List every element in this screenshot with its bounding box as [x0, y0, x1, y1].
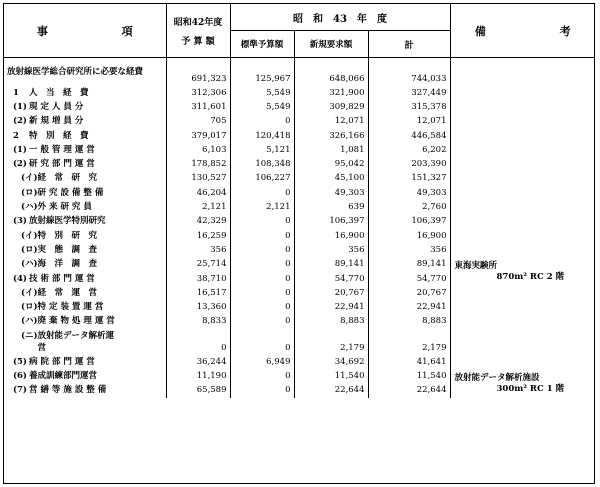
row-item — [4, 129, 166, 143]
cell-standard: 0 — [230, 243, 294, 257]
cell-standard: 5,121 — [230, 143, 294, 157]
row-label: 営 繕 等 施 設 整 備 — [29, 385, 107, 396]
row-number: (ハ) — [21, 202, 38, 213]
row-label: 廃 棄 物 処 理 運 営 — [37, 316, 115, 327]
row-item — [4, 58, 166, 87]
cell-new: 95,042 — [294, 157, 368, 171]
cell-new: 45,100 — [294, 172, 368, 186]
cell-new: 16,900 — [294, 229, 368, 243]
row-item — [4, 229, 166, 243]
row-number: (ニ) — [21, 331, 38, 342]
row-number: (7) — [13, 385, 27, 396]
cell-new: 49,303 — [294, 186, 368, 200]
row-number: (ロ) — [21, 302, 38, 313]
row-item — [4, 243, 166, 257]
cell-fy42: 130,527 — [166, 172, 230, 186]
row-label: 経 常 運 営 — [37, 287, 98, 298]
row-number: (ロ) — [21, 187, 38, 198]
cell-fy42: 311,601 — [166, 100, 230, 114]
table-row — [4, 369, 595, 383]
cell-total: 54,770 — [368, 272, 450, 286]
row-number: (ハ) — [21, 259, 38, 270]
cell-fy42: 46,204 — [166, 186, 230, 200]
cell-remark — [450, 369, 595, 383]
cell-fy42: 8,833 — [166, 315, 230, 329]
row-number: (4) — [13, 273, 27, 284]
cell-remark — [450, 355, 595, 369]
table-row — [4, 100, 595, 114]
cell-remark — [450, 157, 595, 171]
cell-total: 49,303 — [368, 186, 450, 200]
cell-new: 22,941 — [294, 300, 368, 314]
cell-total: 744,033 — [368, 58, 450, 87]
cell-fy42: 36,244 — [166, 355, 230, 369]
header-remarks — [450, 4, 595, 58]
table-row — [4, 215, 595, 229]
cell-standard: 0 — [230, 384, 294, 398]
row-item — [4, 272, 166, 286]
cell-new: 1,081 — [294, 143, 368, 157]
cell-standard: 0 — [230, 329, 294, 355]
row-label: 現 定 人 員 分 — [29, 101, 84, 112]
row-number: (6) — [13, 370, 27, 381]
cell-remark — [450, 115, 595, 129]
cell-new: 326,166 — [294, 129, 368, 143]
table-row — [4, 355, 595, 369]
cell-remark — [450, 258, 595, 272]
cell-remark — [450, 384, 595, 398]
row-item — [4, 258, 166, 272]
cell-new: 11,540 — [294, 369, 368, 383]
cell-remark — [450, 200, 595, 214]
cell-fy42: 178,852 — [166, 157, 230, 171]
row-number: (5) — [13, 356, 27, 367]
cell-remark — [450, 100, 595, 114]
cell-total: 11,540 — [368, 369, 450, 383]
cell-fy42: 16,517 — [166, 286, 230, 300]
row-item — [4, 115, 166, 129]
header-new: 新規要求額 — [294, 31, 368, 58]
cell-fy42: 38,710 — [166, 272, 230, 286]
cell-fy42: 379,017 — [166, 129, 230, 143]
row-number: (ハ) — [21, 316, 38, 327]
row-label: 放射能データ解析運営 — [37, 331, 115, 354]
row-number: (イ) — [21, 287, 38, 298]
cell-new: 106,397 — [294, 215, 368, 229]
cell-total: 16,900 — [368, 229, 450, 243]
row-number: 1 — [13, 87, 19, 98]
table-row — [4, 243, 595, 257]
cell-total: 151,327 — [368, 172, 450, 186]
cell-new: 20,767 — [294, 286, 368, 300]
row-item — [4, 286, 166, 300]
cell-standard: 0 — [230, 115, 294, 129]
cell-total: 89,141 — [368, 258, 450, 272]
cell-remark — [450, 143, 595, 157]
header-item-a: 事 — [36, 24, 48, 38]
cell-total: 203,390 — [368, 157, 450, 171]
cell-new: 356 — [294, 243, 368, 257]
table-row — [4, 315, 595, 329]
cell-remark — [450, 286, 595, 300]
cell-total: 20,767 — [368, 286, 450, 300]
remark-analysis-detail: 300m² RC 1 階 — [496, 383, 565, 394]
cell-new: 8,883 — [294, 315, 368, 329]
cell-total: 327,449 — [368, 86, 450, 100]
row-label: 経 常 研 究 — [37, 173, 98, 184]
row-label: 外 来 研 究 員 — [37, 202, 92, 213]
table-row — [4, 115, 595, 129]
cell-new: 321,900 — [294, 86, 368, 100]
row-item — [4, 143, 166, 157]
cell-standard: 0 — [230, 258, 294, 272]
row-label: 実 態 調 査 — [37, 244, 98, 255]
table-row — [4, 58, 595, 87]
table-row — [4, 200, 595, 214]
row-label: 特 別 経 費 — [29, 130, 89, 141]
cell-standard: 0 — [230, 300, 294, 314]
row-label: 養成訓練部門運営 — [29, 370, 98, 381]
cell-standard: 106,227 — [230, 172, 294, 186]
header-fy43: 昭 和 43 年 度 — [230, 4, 450, 31]
row-item — [4, 157, 166, 171]
header-item — [4, 4, 166, 58]
row-item — [4, 300, 166, 314]
row-item — [4, 215, 166, 229]
row-label: 特 定 装 置 運 営 — [37, 302, 104, 313]
table-row — [4, 143, 595, 157]
remark-tokai-detail: 870m² RC 2 階 — [496, 271, 565, 282]
row-label: 放射線医学総合研究所に必要な経費 — [7, 67, 144, 77]
header-item-b: 項 — [121, 24, 133, 38]
row-label: 新 規 増 員 分 — [29, 116, 84, 127]
cell-fy42: 2,121 — [166, 200, 230, 214]
cell-standard: 108,348 — [230, 157, 294, 171]
cell-fy42: 691,323 — [166, 58, 230, 87]
cell-total: 12,071 — [368, 115, 450, 129]
row-label: 海 洋 調 査 — [37, 259, 98, 270]
cell-total: 356 — [368, 243, 450, 257]
cell-remark — [450, 129, 595, 143]
header-fy42 — [166, 4, 230, 58]
table-row — [4, 384, 595, 398]
header-fy42-bottom: 予 算 額 — [181, 36, 215, 47]
cell-remark — [450, 215, 595, 229]
cell-new: 309,829 — [294, 100, 368, 114]
header-total: 計 — [368, 31, 450, 58]
row-number: 2 — [13, 130, 19, 141]
cell-standard: 0 — [230, 272, 294, 286]
row-number: (イ) — [21, 230, 38, 241]
table-row — [4, 229, 595, 243]
remark-tokai-title: 東海実験所 — [454, 260, 498, 271]
row-label: 放射線医学特別研究 — [29, 216, 106, 227]
row-item — [4, 355, 166, 369]
cell-standard: 0 — [230, 186, 294, 200]
table-row — [4, 186, 595, 200]
cell-remark — [450, 172, 595, 186]
row-label: 研 究 部 門 運 営 — [29, 159, 95, 170]
header-fy42-top: 昭和42年度 — [173, 17, 223, 28]
cell-standard: 6,949 — [230, 355, 294, 369]
header-standard: 標準予算額 — [230, 31, 294, 58]
cell-total: 315,378 — [368, 100, 450, 114]
cell-remark — [450, 272, 595, 286]
row-label: 特 別 研 究 — [37, 230, 98, 241]
cell-new: 639 — [294, 200, 368, 214]
cell-remark — [450, 315, 595, 329]
cell-new: 12,071 — [294, 115, 368, 129]
cell-fy42: 11,190 — [166, 369, 230, 383]
cell-standard: 5,549 — [230, 100, 294, 114]
cell-remark — [450, 243, 595, 257]
cell-fy42: 65,589 — [166, 384, 230, 398]
cell-total: 41,641 — [368, 355, 450, 369]
row-number: (2) — [13, 116, 27, 127]
header-remarks-b: 考 — [559, 24, 571, 38]
cell-new: 89,141 — [294, 258, 368, 272]
cell-fy42: 42,329 — [166, 215, 230, 229]
cell-new: 2,179 — [294, 329, 368, 355]
cell-fy42: 16,259 — [166, 229, 230, 243]
row-item — [4, 172, 166, 186]
row-label: 一 般 管 理 運 営 — [29, 144, 95, 155]
cell-standard: 0 — [230, 315, 294, 329]
cell-standard: 120,418 — [230, 129, 294, 143]
row-label: 病 院 部 門 運 営 — [29, 356, 95, 367]
remark-analysis-title: 放射能データ解析施設 — [454, 372, 540, 383]
row-item — [4, 100, 166, 114]
row-item — [4, 200, 166, 214]
cell-remark — [450, 58, 595, 87]
row-label: 研 究 設 備 整 備 — [37, 187, 104, 198]
row-item — [4, 369, 166, 383]
row-label: 人 当 経 費 — [29, 87, 89, 98]
cell-remark — [450, 329, 595, 355]
cell-standard: 2,121 — [230, 200, 294, 214]
cell-standard: 0 — [230, 286, 294, 300]
cell-total: 22,644 — [368, 384, 450, 398]
row-number: (2) — [13, 159, 27, 170]
cell-fy42: 25,714 — [166, 258, 230, 272]
cell-total: 2,179 — [368, 329, 450, 355]
table-row — [4, 300, 595, 314]
table-row — [4, 272, 595, 286]
cell-total: 22,941 — [368, 300, 450, 314]
cell-fy42: 312,306 — [166, 86, 230, 100]
table-row — [4, 172, 595, 186]
cell-new: 34,692 — [294, 355, 368, 369]
budget-rows — [4, 58, 595, 398]
cell-total: 106,397 — [368, 215, 450, 229]
cell-fy42: 0 — [166, 329, 230, 355]
row-number: (イ) — [21, 173, 38, 184]
cell-total: 8,883 — [368, 315, 450, 329]
cell-remark — [450, 86, 595, 100]
cell-total: 446,584 — [368, 129, 450, 143]
cell-total: 6,202 — [368, 143, 450, 157]
cell-remark — [450, 186, 595, 200]
cell-new: 648,066 — [294, 58, 368, 87]
cell-standard: 5,549 — [230, 86, 294, 100]
cell-remark — [450, 300, 595, 314]
table-row — [4, 258, 595, 272]
table-row — [4, 86, 595, 100]
row-number: (3) — [13, 216, 27, 227]
row-item — [4, 384, 166, 398]
budget-table — [4, 4, 595, 398]
row-number: (1) — [13, 144, 27, 155]
row-number: (1) — [13, 101, 27, 112]
cell-total: 2,760 — [368, 200, 450, 214]
cell-standard: 0 — [230, 369, 294, 383]
row-item — [4, 315, 166, 329]
cell-fy42: 705 — [166, 115, 230, 129]
row-item — [4, 329, 166, 355]
row-item — [4, 86, 166, 100]
cell-new: 22,644 — [294, 384, 368, 398]
cell-new: 54,770 — [294, 272, 368, 286]
table-row — [4, 157, 595, 171]
cell-standard: 0 — [230, 229, 294, 243]
row-number: (ロ) — [21, 244, 38, 255]
budget-table-sheet — [3, 3, 595, 484]
cell-standard: 0 — [230, 215, 294, 229]
cell-standard: 125,967 — [230, 58, 294, 87]
table-row — [4, 129, 595, 143]
row-label: 技 術 部 門 運 営 — [29, 273, 95, 284]
cell-fy42: 6,103 — [166, 143, 230, 157]
cell-remark — [450, 229, 595, 243]
table-row — [4, 286, 595, 300]
cell-fy42: 13,360 — [166, 300, 230, 314]
cell-fy42: 356 — [166, 243, 230, 257]
header-remarks-a: 備 — [474, 24, 486, 38]
row-item — [4, 186, 166, 200]
table-row — [4, 329, 595, 355]
